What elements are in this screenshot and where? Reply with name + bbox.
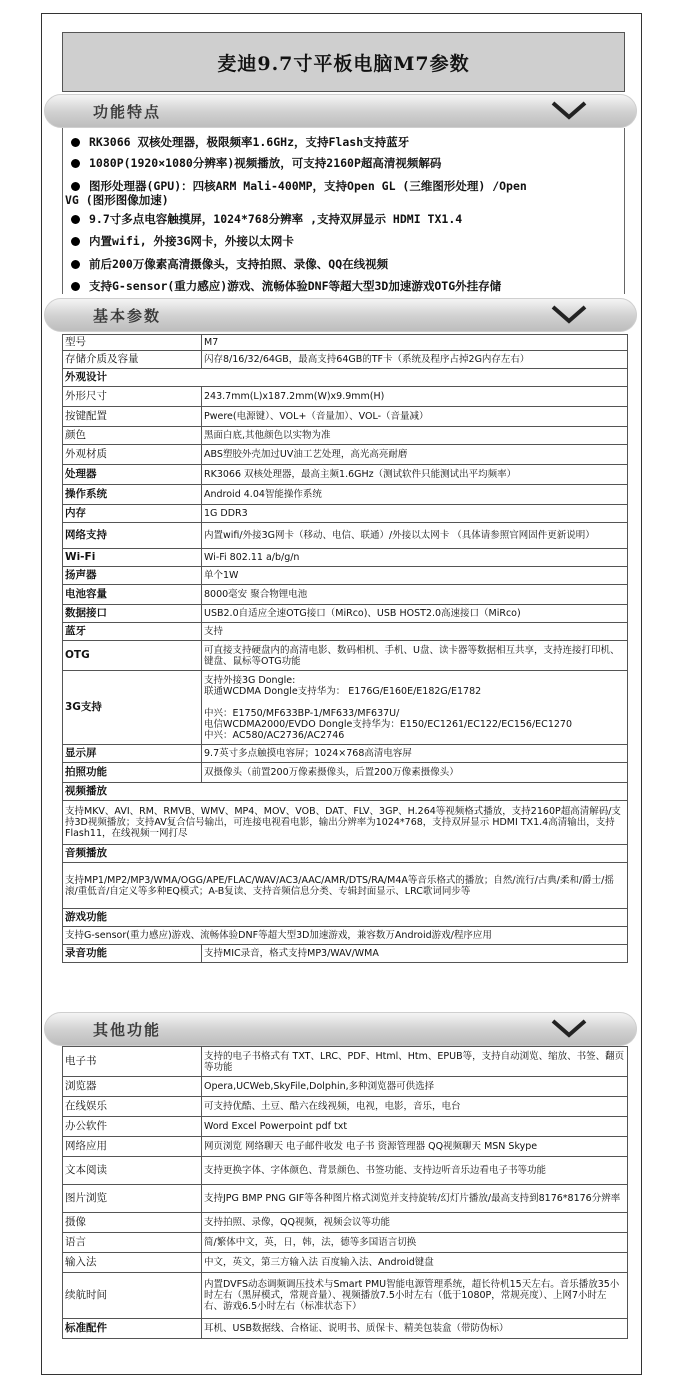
spec-value: 可直接支持硬盘内的高清电影、数码相机、手机、U盘、读卡器等数据相互共享，支持连接打印机、键盘、鼠标等OTG功能 (202, 641, 628, 671)
spec-row (63, 927, 628, 945)
spec-row (63, 335, 628, 351)
spec-row (63, 465, 628, 485)
spec-value: Word Excel Powerpoint pdf txt (202, 1117, 628, 1137)
spec-key: 3G支持 (63, 671, 202, 745)
spec-row (63, 1253, 628, 1273)
spec-key: 电子书 (63, 1047, 202, 1077)
spec-value: Opera,UCWeb,SkyFile,Dolphin,多种浏览器可供选择 (202, 1077, 628, 1097)
spec-row (63, 445, 628, 465)
feature-item: 前后200万像素高清摄像头，支持拍照、录像、QQ在线视频 (71, 257, 388, 271)
feature-item: RK3066 双核处理器，极限频率1.6GHz，支持Flash支持蓝牙 (71, 135, 409, 149)
spec-row (63, 1213, 628, 1233)
spec-key: 外形尺寸 (63, 387, 202, 407)
spec-row (63, 387, 628, 407)
spec-value: M7 (202, 335, 628, 351)
spec-value: Wi-Fi 802.11 a/b/g/n (202, 549, 628, 567)
spec-value: 黑面白底,其他颜色以实物为准 (202, 427, 628, 445)
spec-group-heading: 游戏功能 (63, 909, 628, 927)
spec-value: 可支持优酷、土豆、酷六在线视频，电视，电影，音乐，电台 (202, 1097, 628, 1117)
spec-row (63, 605, 628, 623)
spec-row (63, 623, 628, 641)
feature-item: 图形处理器(GPU)：四核ARM Mali-400MP，支持Open GL (三维图形处理) /Open (71, 179, 527, 193)
spec-key: 网络支持 (63, 523, 202, 549)
spec-row (63, 801, 628, 845)
spec-value: 1G DDR3 (202, 505, 628, 523)
page-title: 麦迪9.7寸平板电脑M7参数 (62, 32, 625, 92)
spec-row (63, 745, 628, 763)
spec-row (63, 783, 628, 801)
spec-value: 支持的电子书格式有 TXT、LRC、PDF、Html、Htm、EPUB等，支持自动浏览、缩放、书签、翻页等功能 (202, 1047, 628, 1077)
spec-key: 操作系统 (63, 485, 202, 505)
bullet-icon (71, 237, 80, 246)
spec-value: 支持拍照、录像，QQ视频，视频会议等功能 (202, 1213, 628, 1233)
spec-row (63, 763, 628, 783)
spec-key: OTG (63, 641, 202, 671)
spec-key: 显示屏 (63, 745, 202, 763)
spec-value: 243.7mm(L)x187.2mm(W)x9.9mm(H) (202, 387, 628, 407)
spec-key: 按键配置 (63, 407, 202, 427)
spec-row (63, 1137, 628, 1157)
spec-key: 文本阅读 (63, 1157, 202, 1185)
spec-value: 闪存8/16/32/64GB，最高支持64GB的TF卡（系统及程序占掉2G内存左右） (202, 351, 628, 369)
bullet-icon (71, 138, 80, 147)
spec-key: 录音功能 (63, 945, 202, 963)
spec-value: 双摄像头（前置200万像素摄像头，后置200万像素摄像头） (202, 763, 628, 783)
feature-item: 支持G-sensor(重力感应)游戏、流畅体验DNF等超大型3D加速游戏OTG外挂存储 (71, 279, 501, 293)
spec-key: Wi-Fi (63, 549, 202, 567)
spec-key: 扬声器 (63, 567, 202, 585)
feature-item: 9.7寸多点电容触摸屏，1024*768分辨率 ,支持双屏显示 HDMI TX1.4 (71, 212, 462, 226)
spec-key: 标准配件 (63, 1319, 202, 1339)
feature-item: 1080P(1920×1080分辨率)视频播放，可支持2160P超高清视频解码 (71, 156, 441, 170)
spec-description: 支持MP1/MP2/MP3/WMA/OGG/APE/FLAC/WAV/AC3/AAC/AMR/DTS/RA/M4A等音乐格式的播放；自然/流行/古典/柔和/爵士/摇滚/重低音/自定义等多种EQ模式；A-B复读、支持音频信息分类、专辑封面显示、LRC歌词同步等 (63, 863, 628, 909)
other-spec-table (62, 1046, 628, 1339)
spec-key: 输入法 (63, 1253, 202, 1273)
spec-value: 网页浏览 网络聊天 电子邮件收发 电子书 资源管理器 QQ视频聊天 MSN Skype (202, 1137, 628, 1157)
chevron-down-icon (550, 99, 588, 121)
spec-value: 内置DVFS动态调频调压技术与Smart PMU智能电源管理系统，超长待机15天左右。音乐播放35小时左右（黑屏模式，常规音量）、视频播放7.5小时左右（低于1080P，常规亮度）、上网7小时左右、游戏6.5小时左右（标准状态下） (202, 1273, 628, 1319)
spec-row (63, 485, 628, 505)
spec-row (63, 1185, 628, 1213)
section-header-other[interactable] (44, 1012, 637, 1046)
spec-row (63, 1097, 628, 1117)
spec-value: 内置wifi/外接3G网卡（移动、电信、联通）/外接以太网卡 （具体请参照官网固件更新说明） (202, 523, 628, 549)
spec-key: 颜色 (63, 427, 202, 445)
spec-row (63, 1157, 628, 1185)
spec-row (63, 641, 628, 671)
spec-key: 数据接口 (63, 605, 202, 623)
spec-value: 支持外接3G Dongle: 联通WCDMA Dongle支持华为： E176G/E160E/E182G/E1782 中兴：E1750/MF633BP-1/MF633/MF637U/ 电信WCDMA2000/EVDO Dongle支持华为：E150/EC1261/EC122/EC156/EC1270 中兴：AC580/AC2736/AC2746 (202, 671, 628, 745)
bullet-icon (71, 182, 80, 191)
spec-group-heading: 音频播放 (63, 845, 628, 863)
spec-row (63, 427, 628, 445)
spec-row (63, 369, 628, 387)
spec-row (63, 945, 628, 963)
spec-key: 存储介质及容量 (63, 351, 202, 369)
spec-row (63, 567, 628, 585)
spec-key: 浏览器 (63, 1077, 202, 1097)
spec-key: 内存 (63, 505, 202, 523)
features-list (62, 128, 625, 294)
spec-value: 支持MIC录音，格式支持MP3/WAV/WMA (202, 945, 628, 963)
section-title-other: 其他功能 (93, 1021, 162, 1039)
spec-value: 支持JPG BMP PNG GIF等各种图片格式浏览并支持旋转/幻灯片播放/最高支持到8176*8176分辨率 (202, 1185, 628, 1213)
spec-value: ABS塑胶外壳加过UV油工艺处理，高光高亮耐磨 (202, 445, 628, 465)
spec-row (63, 523, 628, 549)
spec-value: 耳机、USB数据线、合格证、说明书、质保卡、精美包装盒（带防伪标） (202, 1319, 628, 1339)
spec-value: Android 4.04智能操作系统 (202, 485, 628, 505)
spec-group-heading: 外观设计 (63, 369, 628, 387)
spec-row (63, 351, 628, 369)
spec-value: 简/繁体中文，英，日，韩，法，德等多国语言切换 (202, 1233, 628, 1253)
spec-key: 电池容量 (63, 585, 202, 605)
chevron-down-icon (550, 1017, 588, 1039)
spec-value: USB2.0自适应全速OTG接口（MiRco)、USB HOST2.0高速接口（MiRco) (202, 605, 628, 623)
spec-row (63, 407, 628, 427)
spec-description: 支持G-sensor(重力感应)游戏、流畅体验DNF等超大型3D加速游戏，兼容数万Android游戏/程序应用 (63, 927, 628, 945)
feature-item-continued: VG (图形图像加速) (65, 193, 169, 207)
spec-value: 支持更换字体、字体颜色、背景颜色、书签功能、支持边听音乐边看电子书等功能 (202, 1157, 628, 1185)
bullet-icon (71, 215, 80, 224)
spec-value: 中文，英文，第三方输入法 百度输入法、Android键盘 (202, 1253, 628, 1273)
spec-value: RK3066 双核处理器，最高主频1.6GHz（测试软件只能测试出平均频率） (202, 465, 628, 485)
spec-row (63, 1319, 628, 1339)
spec-value: 9.7英寸多点触摸电容屏；1024×768高清电容屏 (202, 745, 628, 763)
spec-key: 语言 (63, 1233, 202, 1253)
bullet-icon (71, 260, 80, 269)
spec-row (63, 1047, 628, 1077)
spec-row (63, 1233, 628, 1253)
spec-key: 续航时间 (63, 1273, 202, 1319)
spec-key: 型号 (63, 335, 202, 351)
spec-value: 单个1W (202, 567, 628, 585)
spec-group-heading: 视频播放 (63, 783, 628, 801)
spec-value: 支持 (202, 623, 628, 641)
spec-row (63, 1077, 628, 1097)
spec-row (63, 845, 628, 863)
spec-value: 8000毫安 聚合物锂电池 (202, 585, 628, 605)
basic-spec-table (62, 334, 628, 963)
spec-row (63, 505, 628, 523)
spec-key: 摄像 (63, 1213, 202, 1233)
spec-key: 网络应用 (63, 1137, 202, 1157)
spec-key: 处理器 (63, 465, 202, 485)
bullet-icon (71, 282, 80, 291)
bullet-icon (71, 159, 80, 168)
spec-value: Pwere(电源键）、VOL+（音量加）、VOL-（音量减） (202, 407, 628, 427)
section-header-features[interactable] (44, 94, 637, 128)
section-header-basic[interactable] (44, 298, 637, 332)
spec-description: 支持MKV、AVI、RM、RMVB、WMV、MP4、MOV、VOB、DAT、FLV、3GP、H.264等视频格式播放，支持2160P超高清解码/支持3D视频播放；支持AV复合信号输出，可连接电视看电影，输出分辨率为1024*768，支持双屏显示 HDMI TX1.4高清输出，支持Flash11，在线视频一网打尽 (63, 801, 628, 845)
section-title-features: 功能特点 (93, 103, 162, 121)
spec-row (63, 909, 628, 927)
spec-row (63, 1117, 628, 1137)
spec-key: 蓝牙 (63, 623, 202, 641)
spec-row (63, 863, 628, 909)
spec-key: 拍照功能 (63, 763, 202, 783)
spec-key: 办公软件 (63, 1117, 202, 1137)
spec-row (63, 585, 628, 605)
section-title-basic: 基本参数 (93, 307, 162, 325)
spec-key: 在线娱乐 (63, 1097, 202, 1117)
spec-key: 图片浏览 (63, 1185, 202, 1213)
feature-item: 内置wifi, 外接3G网卡，外接以太网卡 (71, 234, 294, 248)
chevron-down-icon (550, 303, 588, 325)
spec-row (63, 1273, 628, 1319)
spec-row (63, 549, 628, 567)
spec-key: 外观材质 (63, 445, 202, 465)
spec-row (63, 671, 628, 745)
